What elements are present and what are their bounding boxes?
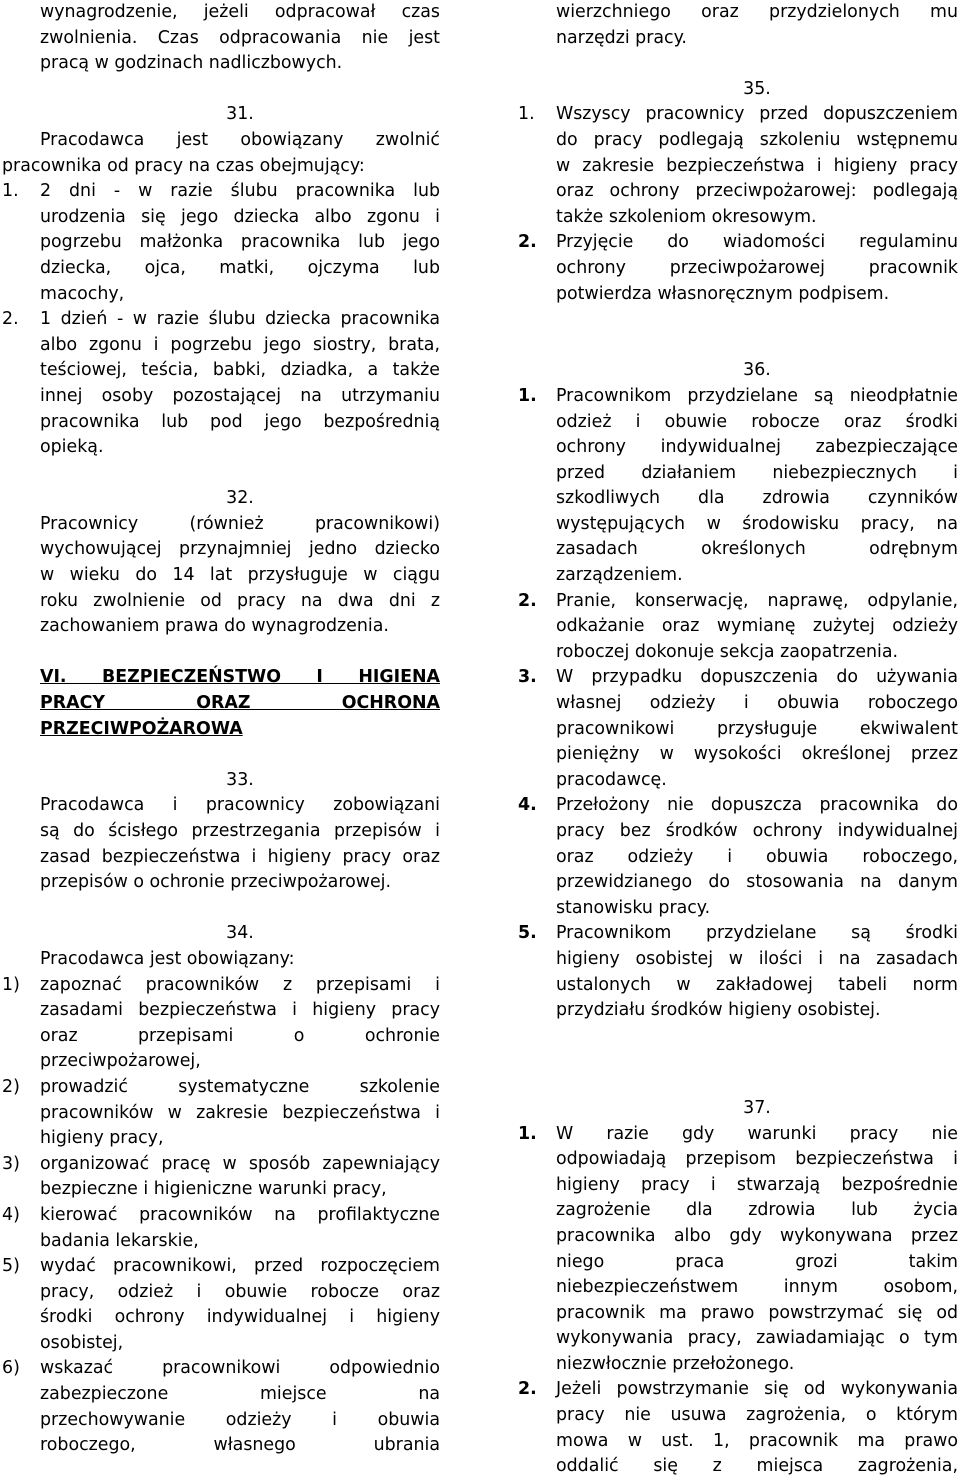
section-31: 31. Pracodawca jest obowiązany zwolnić pracownika od pracy na czas obejmujący: 1. 2 dni - w razie ślubu pracownika lub urodzenia się jego dziecka albo zgonu i pogrzebu małżonka pracownika lub jego dziecka, ojca, matki, ojczyma lub macochy, 2. 1 dzień - w razie ślubu dziecka pracownika albo zgonu i pogrzebu jego siostry, brata, teściowej, teścia, babki, dziadka, a także innej osoby pozostającej na utrzymaniu pracownika lub pod jego bezpośrednią opieką. bbox=[2, 102, 440, 460]
intro-paragraph: wierzchniego oraz przydzielonych mu narzędzi pracy. bbox=[556, 2, 958, 48]
list-item: 2. Przyjęcie do wiadomości regulaminu ochrony przeciwpożarowej pracownik potwierdza własnoręcznym podpisem. bbox=[518, 232, 958, 304]
section-number: 31. bbox=[226, 104, 254, 125]
section-number: 37. bbox=[743, 1097, 771, 1118]
section-number: 36. bbox=[743, 360, 771, 381]
section-32: 32. Pracownicy (również pracownikowi) wychowującej przynajmniej jedno dziecko w wieku do 14 lat przysługuje w ciągu roku zwolnienie od pracy na dwa dni z zachowaniem prawa do wynagrodzenia. bbox=[2, 486, 440, 640]
section-36 bbox=[518, 358, 958, 1023]
section-lead: Pracodawca jest obowiązany zwolnić bbox=[40, 129, 440, 150]
section-33: 33. Pracodawca i pracownicy zobowiązani są do ścisłego przestrzegania przepisów i zasad bezpieczeństwa i higieny pracy oraz przepisów o ochronie przeciwpożarowej. bbox=[2, 768, 440, 896]
section-37 bbox=[518, 1096, 958, 1480]
right-column bbox=[518, 0, 958, 1480]
section-number: 33. bbox=[226, 769, 254, 790]
list-item: 1. Pracownikom przydzielane są nieodpłatnie odzież i obuwie robocze oraz środki ochrony indywidualnej zabezpieczające przed działaniem niebezpiecznych i szkodliwych dla zdrowia czynników występujących w środowisku pracy, na zasadach określonych odrębnym zarządzeniem. bbox=[518, 385, 958, 586]
list-item: 6) wskazać pracownikowi odpowiednio zabezpieczone miejsce na przechowywanie odzieży i obuwia roboczego, własnego ubrania bbox=[2, 1358, 440, 1456]
chapter-heading: VI. BEZPIECZEŃSTWO I HIGIENA PRACY ORAZ OCHRONA PRZECIWPOŻAROWA bbox=[40, 667, 440, 739]
list-item: 3. W przypadku dopuszczenia do używania własnej odzieży i obuwia roboczego pracownikowi przysługuje ekwiwalent pieniężny w wysokości określonej przez pracodawcę. bbox=[518, 667, 958, 790]
list-item: 5) wydać pracownikowi, przed rozpoczęciem pracy, odzież i obuwie robocze oraz środki ochrony indywidualnej i higieny osobistej, bbox=[2, 1256, 440, 1353]
section-number: 35. bbox=[743, 78, 771, 99]
intro-paragraph: wynagrodzenie, jeżeli odpracował czas zwolnienia. Czas odpracowania nie jest pracą w godzinach nadliczbowych. bbox=[40, 2, 440, 74]
section-number: 34. bbox=[226, 923, 254, 944]
list-item: 1. W razie gdy warunki pracy nie odpowiadają przepisom bezpieczeństwa i higieny pracy i stwarzają bezpośrednie zagrożenie dla zdrowia lub życia pracownika albo gdy wykonywana przez niego praca grozi takim niebezpieczeństwem innym osobom, pracownik ma prawo powstrzymać się od wykonywania pracy, zawiadamiając o tym niezwłocznie przełożonego. bbox=[518, 1123, 958, 1374]
list-item: 1. 2 dni - w razie ślubu pracownika lub urodzenia się jego dziecka albo zgonu i pogrzebu małżonka pracownika lub jego dziecka, ojca, matki, ojczyma lub macochy, bbox=[2, 181, 440, 304]
section-34: 34. Pracodawca jest obowiązany: 1) zapoznać pracowników z przepisami i zasadami bezpieczeństwa i higieny pracy oraz przepisami o ochronie przeciwpożarowej, 2) prowadzić systematyczne szkolenie pracowników w zakresie bezpieczeństwa i higieny pracy, 3) organizować pracę w sposób zapewniający bezpieczne i higieniczne warunki pracy, 4) kierować pracowników na profilaktyczne badania lekarskie, 5) wydać pracownikowi, przed rozpoczęciem pracy, odzież i obuwie robocze oraz środki ochrony indywidualnej i higieny osobistej, 6) wskazać pracownikowi odpowiednio zabezpieczone miejsce na przechowywanie odzieży i obuwia roboczego, własnego ubrania bbox=[2, 921, 440, 1458]
list-item: 3) organizować pracę w sposób zapewniający bezpieczne i higieniczne warunki pracy, bbox=[2, 1153, 440, 1200]
list-item: 1. Wszyscy pracownicy przed dopuszczeniem do pracy podlegają szkoleniu wstępnemu w zakresie bezpieczeństwa i higieny pracy oraz ochrony przeciwpożarowej: podlegają także szkoleniom okresowym. bbox=[518, 104, 958, 227]
list-item: 1) zapoznać pracowników z przepisami i zasadami bezpieczeństwa i higieny pracy oraz przepisami o ochronie przeciwpożarowej, bbox=[2, 974, 440, 1072]
section-35 bbox=[518, 77, 958, 307]
list-item: 5. Pracownikom przydzielane są środki higieny osobistej w ilości i na zasadach ustalonych w zakładowej tabeli norm przydziału środków higieny osobistej. bbox=[518, 923, 958, 1021]
list-item: 2. 1 dzień - w razie ślubu dziecka pracownika albo zgonu i pogrzebu jego siostry, brata, teściowej, teścia, babki, dziadka, a także innej osoby pozostającej na utrzymaniu pracownika lub pod jego bezpośrednią opieką. bbox=[2, 309, 440, 458]
left-column bbox=[2, 0, 440, 1459]
list-item: 2) prowadzić systematyczne szkolenie pracowników w zakresie bezpieczeństwa i higieny pracy, bbox=[2, 1076, 440, 1149]
section-number: 32. bbox=[226, 488, 254, 509]
list-item: 4. Przełożony nie dopuszcza pracownika do pracy bez środków ochrony indywidualnej oraz odzieży i obuwia roboczego, przewidzianego do stosowania na danym stanowisku pracy. bbox=[518, 795, 958, 918]
list-item: 4) kierować pracowników na profilaktyczne badania lekarskie, bbox=[2, 1204, 440, 1251]
list-item: 2. Pranie, konserwację, naprawę, odpylanie, odkażanie oraz wymianę zużytej odzieży roboczej dokonuje sekcja zaopatrzenia. bbox=[518, 590, 958, 662]
list-item: 2. Jeżeli powstrzymanie się od wykonywania pracy nie usuwa zagrożenia, o którym mowa w ust. 1, pracownik ma prawo oddalić się z miejsca zagrożenia, bbox=[518, 1379, 958, 1477]
